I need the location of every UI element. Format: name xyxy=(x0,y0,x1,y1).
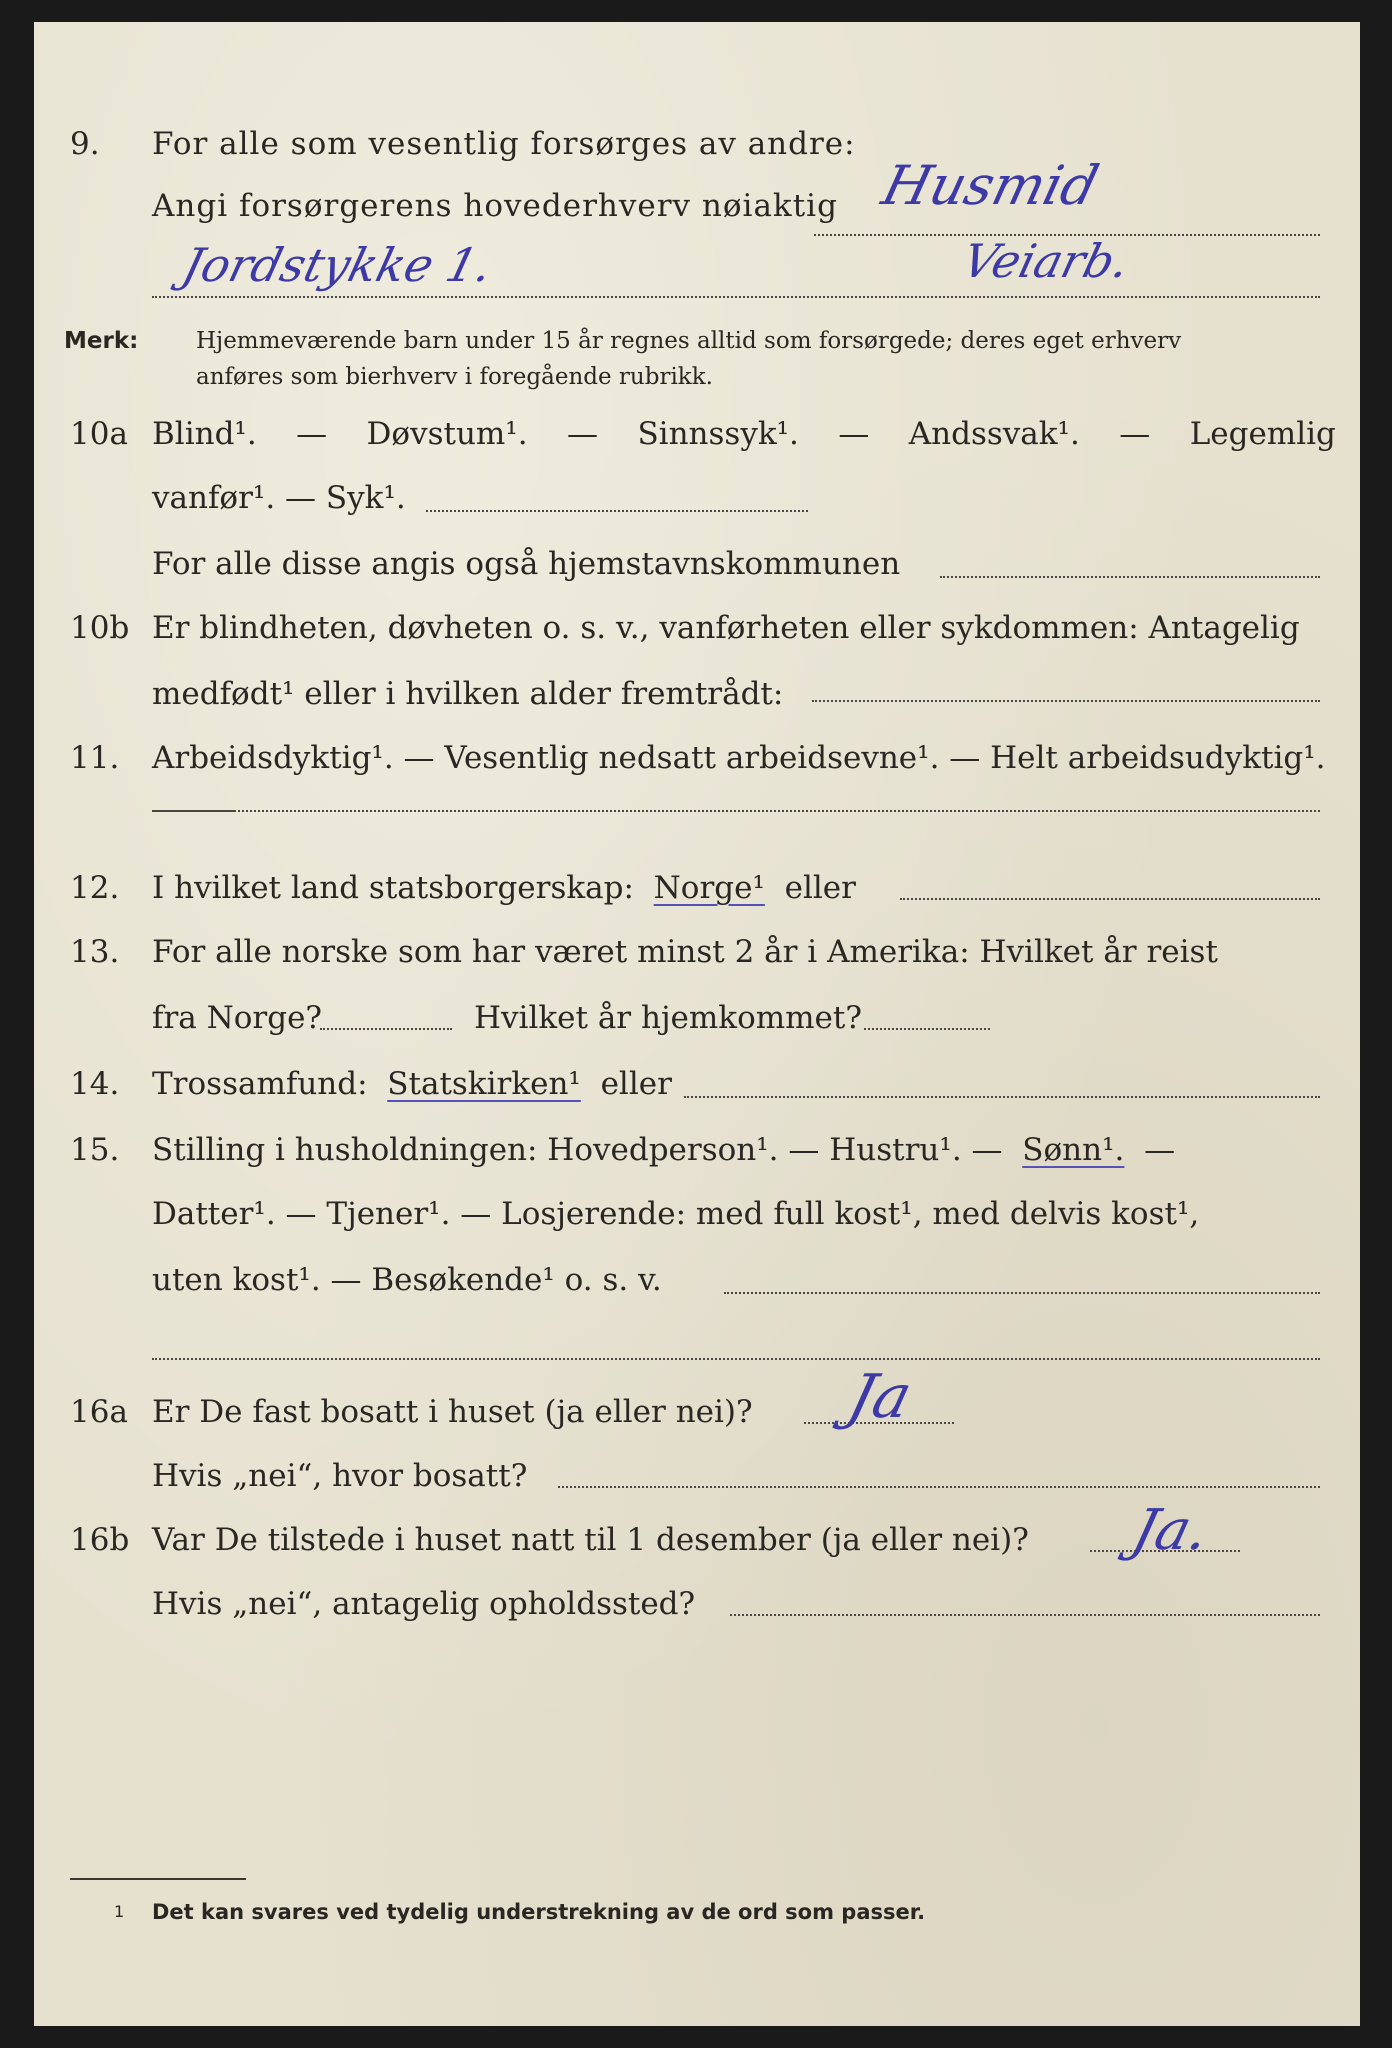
q10a-option-sinnssyk[interactable]: Sinnssyk¹. xyxy=(637,416,799,452)
q13-line-2a: fra Norge? xyxy=(152,1000,323,1036)
q10a-option-dovstum[interactable]: Døvstum¹. xyxy=(366,416,528,452)
q10b-answer-line[interactable] xyxy=(812,700,1320,702)
q15-line-1-pre: Stilling i husholdningen: Hovedperson¹. — Hustru¹. — xyxy=(152,1132,1003,1168)
q9-line-1: For alle som vesentlig forsørges av andre: xyxy=(152,126,856,162)
q10a-syk-answer-line[interactable] xyxy=(426,510,808,512)
q16a-bosatt-answer-line[interactable] xyxy=(558,1486,1320,1488)
q10a-option-andssvak[interactable]: Andssvak¹. xyxy=(908,416,1080,452)
q9-handwritten-detail-2: Veiarb. xyxy=(957,234,1136,288)
q15-answer-line-2[interactable] xyxy=(152,1358,1320,1360)
footnote-marker: 1 xyxy=(114,1902,125,1921)
q12-answer-line[interactable] xyxy=(900,898,1320,900)
q16b-line-2: Hvis „nei“, antagelig opholdssted? xyxy=(152,1586,696,1622)
q12-text xyxy=(152,870,856,906)
q10a-line-3: For alle disse angis også hjemstavnskommunen xyxy=(152,546,901,582)
q16a-handwritten-answer: Ja xyxy=(841,1362,919,1432)
q10a-line-2: vanfør¹. — Syk¹. xyxy=(152,480,406,516)
q16b-number: 16b xyxy=(70,1522,130,1558)
q9-answer-line-2[interactable] xyxy=(152,296,1320,298)
q10a-dash: — xyxy=(838,416,870,452)
q16b-opholdssted-answer-line[interactable] xyxy=(730,1614,1320,1616)
q13-line-1: For alle norske som har været minst 2 år i Amerika: Hvilket år reist xyxy=(152,934,1218,970)
q14-answer-statskirken-underlined[interactable]: Statskirken¹ xyxy=(387,1066,581,1102)
q16a-line-2: Hvis „nei“, hvor bosatt? xyxy=(152,1458,528,1494)
q10b-line-1: Er blindheten, døvheten o. s. v., vanførheten eller sykdommen: Antagelig xyxy=(152,610,1300,646)
q13-hjemkommet-answer-line[interactable] xyxy=(864,1028,990,1030)
q10b-number: 10b xyxy=(70,610,130,646)
q9-number: 9. xyxy=(70,126,100,162)
q10b-line-2: medfødt¹ eller i hvilken alder fremtrådt: xyxy=(152,676,784,712)
q16a-number: 16a xyxy=(70,1394,128,1430)
q15-line-3: uten kost¹. — Besøkende¹ o. s. v. xyxy=(152,1262,662,1298)
q14-question: Trossamfund: xyxy=(152,1066,368,1102)
q11-rule-solid xyxy=(152,810,236,812)
q9-line-2: Angi forsørgerens hovederhverv nøiaktig xyxy=(152,188,838,224)
q15-number: 15. xyxy=(70,1132,120,1168)
q14-answer-line[interactable] xyxy=(684,1096,1320,1098)
q10a-dash: — xyxy=(296,416,328,452)
q15-text-1 xyxy=(152,1132,1175,1168)
merk-line-1: Hjemmeværende barn under 15 år regnes alltid som forsørgede; deres eget erhverv xyxy=(196,328,1182,354)
q9-handwritten-detail-1: Jordstykke 1. xyxy=(177,238,498,292)
q9-handwritten-occupation: Husmid xyxy=(876,154,1105,217)
q16a-line-1: Er De fast bosatt i huset (ja eller nei)? xyxy=(152,1394,753,1430)
q15-line-1-post: — xyxy=(1144,1132,1176,1168)
q15-answer-sonn-underlined[interactable]: Sønn¹. xyxy=(1022,1132,1125,1168)
q10a-hjemstavn-answer-line[interactable] xyxy=(940,576,1320,578)
q12-answer-norge-underlined[interactable]: Norge¹ xyxy=(653,870,765,906)
q14-number: 14. xyxy=(70,1066,120,1102)
q10a-number: 10a xyxy=(70,416,128,452)
q14-eller: eller xyxy=(600,1066,672,1102)
q16b-line-1: Var De tilstede i huset natt til 1 desember (ja eller nei)? xyxy=(152,1522,1029,1558)
q10a-dash: — xyxy=(1119,416,1151,452)
q10a-options xyxy=(152,416,1336,452)
q13-reist-answer-line[interactable] xyxy=(320,1028,452,1030)
q12-eller: eller xyxy=(784,870,856,906)
q12-number: 12. xyxy=(70,870,120,906)
q10a-option-legemlig[interactable]: Legemlig xyxy=(1189,416,1336,452)
q13-line-2b: Hvilket år hjemkommet? xyxy=(474,1000,862,1036)
q10a-option-blind[interactable]: Blind¹. xyxy=(152,416,257,452)
q14-text xyxy=(152,1066,672,1102)
merk-label: Merk: xyxy=(64,328,139,354)
q15-line-2: Datter¹. — Tjener¹. — Losjerende: med full kost¹, med delvis kost¹, xyxy=(152,1196,1200,1232)
footnote-text: Det kan svares ved tydelig understrekning av de ord som passer. xyxy=(152,1900,926,1924)
q16b-handwritten-answer: Ja. xyxy=(1125,1498,1216,1563)
q15-answer-line-1[interactable] xyxy=(724,1292,1320,1294)
q11-line-1: Arbeidsdyktig¹. — Vesentlig nedsatt arbeidsevne¹. — Helt arbeidsudyktig¹. xyxy=(152,740,1326,776)
q13-number: 13. xyxy=(70,934,120,970)
q12-question: I hvilket land statsborgerskap: xyxy=(152,870,634,906)
q11-answer-line[interactable] xyxy=(238,810,1320,812)
census-form-page xyxy=(34,22,1360,2026)
merk-line-2: anføres som bierhverv i foregående rubrikk. xyxy=(196,364,713,390)
q10a-dash: — xyxy=(567,416,599,452)
footnote-rule xyxy=(70,1878,246,1880)
q11-number: 11. xyxy=(70,740,120,776)
